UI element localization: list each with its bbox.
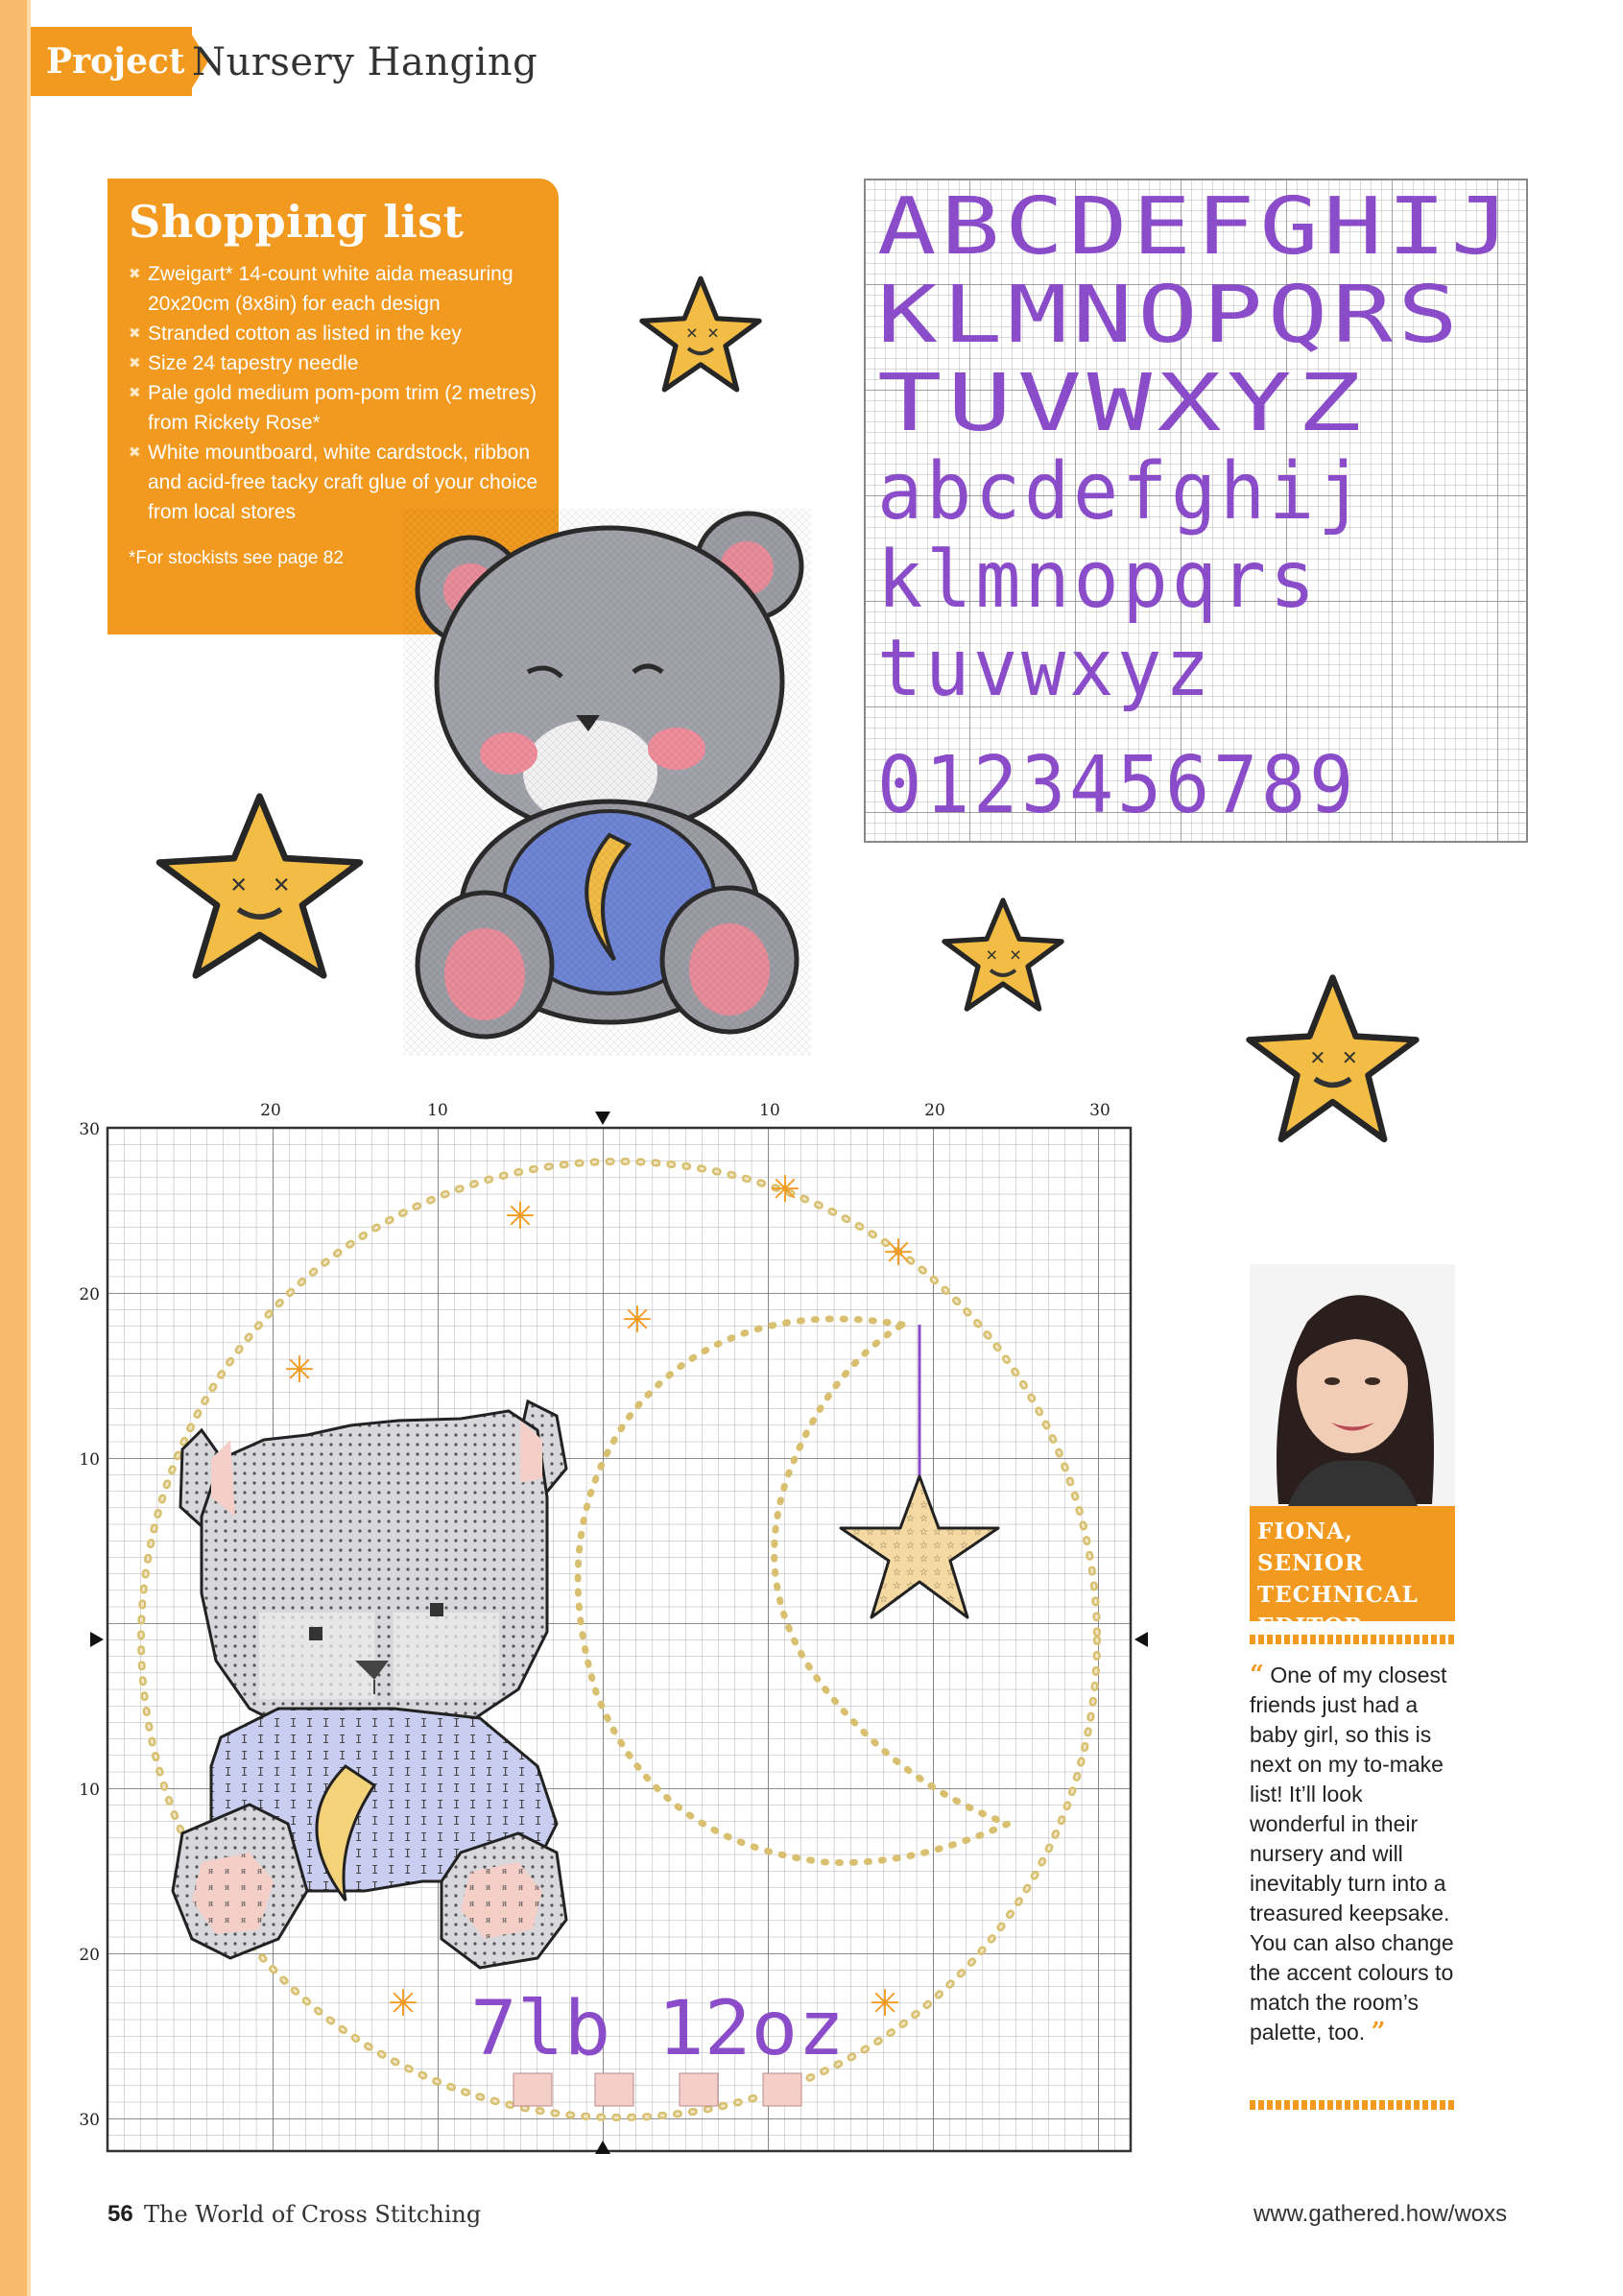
- editor-quote-text: One of my closest friends just had a baby girl, so this is next on my to-make list! It’ll look wonderful in their nursery and will inevitably turn into a treasured keepsake. You can also change the accent colours to match the room’s palette, too.: [1250, 1662, 1454, 2045]
- chart-left-label: 10: [79, 1450, 100, 1470]
- center-arrow-left: [90, 1632, 104, 1647]
- page-title: Nursery Hanging: [192, 40, 538, 84]
- open-quote-icon: “: [1250, 1661, 1264, 1689]
- svg-text:✕: ✕: [985, 946, 998, 965]
- side-strip: [0, 0, 27, 2296]
- close-quote-icon: ”: [1371, 2018, 1386, 2046]
- website-url[interactable]: www.gathered.how/woxs: [1253, 2201, 1508, 2227]
- alphabet-row-lower-1: abcdefghij: [877, 446, 1367, 538]
- weight-pink-block: [763, 2073, 801, 2106]
- stitched-star-medium: [1244, 968, 1421, 1155]
- svg-text:✕: ✕: [1009, 946, 1022, 965]
- shopping-list-item: ✖ Pale gold medium pom-pom trim (2 metres) from Rickety Rose*: [129, 378, 559, 438]
- sparkle-icon: ✳: [505, 1195, 536, 1237]
- shopping-list-item: ✖ Zweigart* 14-count white aida measuring 20x20cm (8x8in) for each design: [129, 259, 559, 319]
- sparkle-icon: ✳: [770, 1168, 800, 1210]
- sparkle-icon: ✳: [870, 1982, 900, 2024]
- weight-text: 7lb 12oz: [470, 1986, 845, 2072]
- chart-top-label: 10: [427, 1101, 448, 1120]
- shopping-list-item: ✖ White mountboard, white cardstock, ribbon and acid-free tacky craft glue of your choice from local stores: [129, 438, 559, 527]
- editor-quote: [1250, 1661, 1455, 2047]
- weight-pink-block: [680, 2073, 718, 2106]
- alphabet-row-lower-2: klmnopqrs: [877, 535, 1319, 626]
- section-tab: Project: [31, 27, 192, 96]
- main-stitch-chart: [58, 1094, 1171, 2160]
- chart-left-label: 10: [79, 1781, 100, 1800]
- stitched-bear-photo: [403, 509, 811, 1056]
- sparkle-icon: ✳: [883, 1232, 914, 1274]
- svg-text:✕: ✕: [685, 324, 699, 343]
- alphabet-row-upper-1: ABCDEFGHIJ: [877, 181, 1515, 273]
- chart-left-label: 30: [79, 1120, 100, 1139]
- weight-pink-block: [513, 2073, 552, 2106]
- chart-top-label: 20: [924, 1101, 945, 1120]
- svg-text:✕: ✕: [272, 873, 291, 898]
- svg-text:✕: ✕: [1341, 1046, 1358, 1070]
- shopping-list-item: ✖ Size 24 tapestry needle: [129, 348, 559, 378]
- stitched-star-large: [152, 790, 368, 982]
- stitched-star-small: [638, 274, 763, 398]
- page-number: 56: [107, 2201, 133, 2227]
- chart-top-label: 30: [1089, 1101, 1110, 1120]
- chart-top-label: 20: [260, 1101, 281, 1120]
- sparkle-icon: ✳: [284, 1349, 315, 1391]
- alphabet-row-upper-3: TUVWXYZ: [877, 358, 1367, 449]
- stitched-star-small-2: [941, 895, 1065, 1015]
- dotted-divider: [1250, 1633, 1455, 1646]
- svg-text:✕: ✕: [229, 873, 249, 898]
- chart-top-label: 10: [759, 1101, 780, 1120]
- editor-photo: [1250, 1264, 1455, 1506]
- shopping-list-items: [129, 259, 559, 527]
- bear-chart-motif: [173, 1401, 566, 1968]
- dotted-divider: [1250, 2098, 1455, 2112]
- shopping-list-footnote: *For stockists see page 82: [129, 548, 344, 568]
- svg-text:✕: ✕: [1309, 1046, 1326, 1070]
- shopping-list-title: Shopping list: [129, 196, 465, 248]
- weight-pink-block: [595, 2073, 633, 2106]
- shopping-list-item: ✖ Stranded cotton as listed in the key: [129, 319, 559, 348]
- chart-left-label: 30: [79, 2111, 100, 2130]
- alphabet-row-lower-3: tuvwxyz: [877, 623, 1213, 714]
- sparkle-icon: ✳: [622, 1299, 653, 1341]
- center-arrow-right: [1134, 1632, 1148, 1647]
- editor-name-line: TECHNICAL: [1257, 1582, 1419, 1608]
- chart-left-label: 20: [79, 1946, 100, 1965]
- editor-name-line: FIONA, SENIOR: [1257, 1519, 1365, 1576]
- editor-name-box: [1250, 1506, 1455, 1639]
- alphabet-row-upper-2: KLMNOPQRS: [877, 270, 1463, 361]
- editor-name-line: EDITOR: [1257, 1614, 1364, 1639]
- sparkle-icon: ✳: [388, 1982, 418, 2024]
- magazine-name: The World of Cross Stitching: [144, 2201, 482, 2228]
- chart-left-label: 20: [79, 1285, 100, 1304]
- center-arrow-top: [595, 1112, 610, 1125]
- alphabet-row-digits: 0123456789: [877, 740, 1357, 831]
- svg-text:✕: ✕: [706, 324, 720, 343]
- alphabet-chart: [864, 179, 1528, 843]
